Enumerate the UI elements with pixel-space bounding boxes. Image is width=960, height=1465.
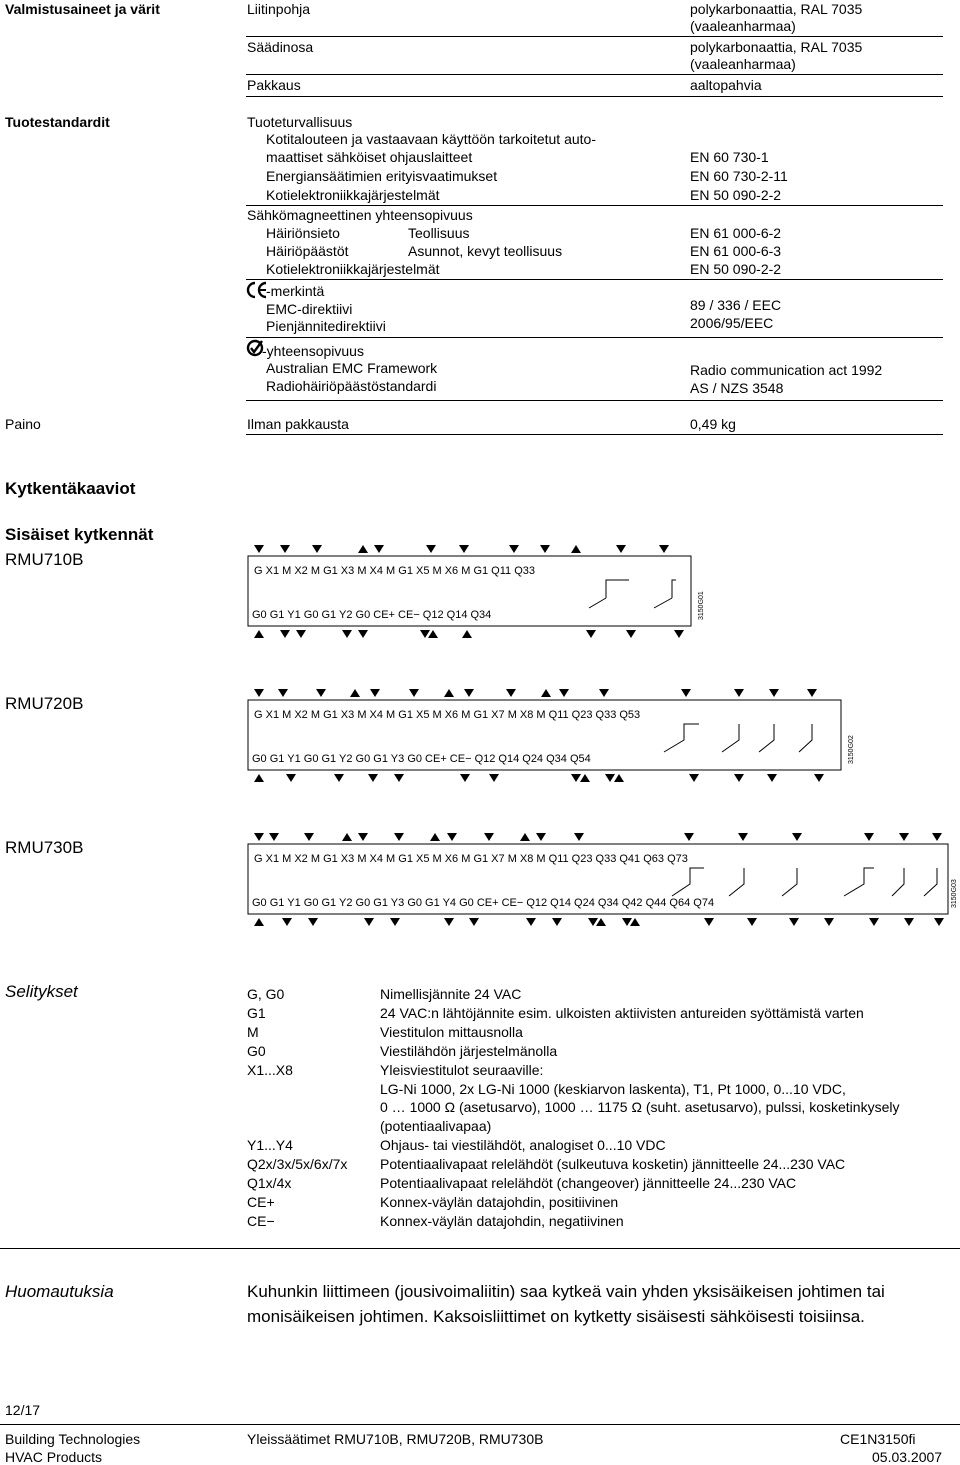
diagram-label-rmu710: RMU710B — [5, 550, 84, 569]
spec-name: Ilman pakkausta — [247, 416, 349, 432]
standard-name: Pienjännitedirektiivi — [266, 318, 386, 334]
notes-title: Huomautuksia — [5, 1282, 114, 1301]
ce-title: -merkintä — [266, 283, 325, 299]
divider — [246, 205, 943, 206]
standard-value: EN 60 730-1 — [690, 149, 769, 165]
divider — [246, 74, 943, 75]
terminal-row-top: G X1 M X2 M G1 X3 M X4 M G1 X5 M X6 M G1 X7 M X8 M Q11 Q23 Q33 Q41 Q63 Q73 — [254, 853, 688, 865]
wiring-diagram-rmu710 — [244, 540, 714, 645]
legend-term: G, G0 — [247, 986, 285, 1002]
section-label-standards: Tuotestandardit — [5, 114, 110, 130]
spec-name: Liitinpohja — [247, 1, 311, 17]
legend-description: Potentiaalivapaat relelähdöt (sulkeutuva kosketin) jännitteelle 24...230 VAC — [380, 1156, 846, 1173]
safety-line: maattiset sähköiset ohjauslaitteet — [266, 149, 473, 165]
legend-description: Yleisviestitulot seuraaville: — [380, 1061, 544, 1078]
legend-term: Q2x/3x/5x/6x/7x — [247, 1156, 348, 1173]
diagram-code: 3150G02 — [848, 735, 855, 764]
legend-description: Konnex-väylän datajohdin, positiivinen — [380, 1193, 619, 1210]
spec-name: Säädinosa — [247, 39, 314, 55]
divider — [0, 1248, 960, 1249]
standard-name: EMC-direktiivi — [266, 301, 353, 317]
divider — [246, 96, 943, 97]
divider — [246, 434, 943, 435]
standard-value: 89 / 336 / EEC — [690, 297, 782, 313]
diagram-code: 3150G01 — [698, 591, 705, 620]
standard-value: Radio communication act 1992 — [690, 362, 883, 378]
legend-description: Viestilähdön järjestelmänolla — [380, 1042, 558, 1059]
standard-value: EN 61 000-6-2 — [690, 225, 782, 241]
divider — [246, 36, 943, 37]
safety-line: Kotitalouteen ja vastaavaan käyttöön tarkoitetut auto- — [266, 131, 596, 147]
spec-value: (vaaleanharmaa) — [690, 18, 796, 34]
emc-title: Sähkömagneettinen yhteensopivuus — [247, 207, 473, 223]
standard-value: 2006/95/EEC — [690, 315, 774, 331]
relay-contacts — [589, 580, 676, 608]
legend-description: Potentiaalivapaat relelähdöt (changeover) jännitteelle 24...230 VAC — [380, 1175, 797, 1191]
standard-value: AS / NZS 3548 — [690, 380, 784, 396]
standard-name: Kotielektroniikkajärjestelmät — [266, 261, 440, 277]
footer-date: 05.03.2007 — [872, 1449, 943, 1465]
standard-value: EN 61 000-6-3 — [690, 243, 782, 259]
section-label-materials: Valmistusaineet ja värit — [5, 1, 160, 17]
page-number: 12/17 — [5, 1402, 41, 1418]
relay-contacts — [672, 868, 937, 896]
wiring-diagram-rmu720 — [244, 684, 864, 789]
ce-mark-icon — [246, 281, 268, 299]
spec-name: Pakkaus — [247, 77, 301, 93]
legend-description: (potentiaalivapaa) — [380, 1118, 492, 1135]
terminal-row-bottom: G0 G1 Y1 G0 G1 Y2 G0 G1 Y3 G0 CE+ CE− Q12 Q14 Q24 Q34 Q54 — [252, 753, 591, 765]
legend-term: M — [247, 1023, 259, 1040]
standard-value: EN 60 730-2-11 — [690, 168, 788, 184]
spec-value: 0,49 kg — [690, 416, 736, 432]
footer-company: Building Technologies — [5, 1431, 141, 1447]
legend-description: Ohjaus- tai viestilähdöt, analogiset 0...10 VDC — [380, 1137, 666, 1154]
terminal-row-bottom: G0 G1 Y1 G0 G1 Y2 G0 G1 Y3 G0 G1 Y4 G0 CE+ CE− Q12 Q14 Q24 Q34 Q42 Q44 Q64 Q74 — [252, 897, 715, 909]
spec-value: aaltopahvia — [690, 77, 762, 93]
wiring-diagram-rmu730 — [244, 828, 960, 933]
footer-doc-title: Yleissäätimet RMU710B, RMU720B, RMU730B — [247, 1431, 544, 1447]
divider — [0, 1424, 960, 1425]
standard-value: EN 50 090-2-2 — [690, 187, 782, 203]
legend-description: 0 … 1000 Ω (asetusarvo), 1000 … 1175 Ω (suht. asetusarvo), pulssi, kosketinkysely — [380, 1099, 900, 1116]
legend-title: Selitykset — [5, 982, 78, 1001]
section-label-weight: Paino — [5, 416, 41, 432]
legend-description: LG-Ni 1000, 2x LG-Ni 1000 (keskiarvon laskenta), T1, Pt 1000, 0...10 VDC, — [380, 1080, 846, 1097]
standard-name: Australian EMC Framework — [266, 360, 438, 376]
terminal-arrows — [254, 545, 684, 638]
spec-value: (vaaleanharmaa) — [690, 56, 796, 72]
terminal-row-bottom: G0 G1 Y1 G0 G1 Y2 G0 CE+ CE− Q12 Q14 Q34 — [252, 609, 492, 621]
legend-term: CE− — [247, 1212, 275, 1229]
legend-term: X1...X8 — [247, 1061, 293, 1078]
diagram-label-rmu720: RMU720B — [5, 694, 84, 713]
terminal-row-top: G X1 M X2 M G1 X3 M X4 M G1 X5 M X6 M G1 Q11 Q33 — [254, 565, 536, 577]
standard-value: EN 50 090-2-2 — [690, 261, 782, 277]
legend-term: CE+ — [247, 1193, 275, 1210]
legend-term: Q1x/4x — [247, 1175, 292, 1191]
diagram-label-rmu730: RMU730B — [5, 838, 84, 857]
legend-description: Konnex-väylän datajohdin, negatiivinen — [380, 1212, 624, 1229]
standard-env: Asunnot, kevyt teollisuus — [408, 243, 563, 259]
standard-name: Energiansäätimien erityisvaatimukset — [266, 168, 498, 184]
footer-doc-id: CE1N3150fi — [840, 1431, 916, 1447]
legend-term: G1 — [247, 1004, 266, 1021]
legend-term: G0 — [247, 1042, 266, 1059]
standard-name: Häiriöpäästöt — [266, 243, 349, 259]
notes-line: Kuhunkin liittimeen (jousivoimaliitin) saa kytkeä vain yhden yksisäikeisen johtimen tai — [247, 1282, 885, 1301]
legend-term: Y1...Y4 — [247, 1137, 293, 1154]
spec-value: polykarbonaattia, RAL 7035 — [690, 1, 863, 17]
standard-name: Häiriönsieto — [266, 225, 340, 241]
safety-title: Tuoteturvallisuus — [247, 114, 353, 130]
ctick-title: -yhteensopivuus — [262, 343, 364, 359]
diagram-code: 3150G03 — [951, 879, 958, 908]
standard-name: Kotielektroniikkajärjestelmät — [266, 187, 440, 203]
standard-name: Radiohäiriöpäästöstandardi — [266, 378, 437, 394]
relay-contacts — [664, 724, 812, 752]
footer-company: HVAC Products — [5, 1449, 102, 1465]
legend-description: Viestitulon mittausnolla — [380, 1023, 523, 1040]
legend-description: 24 VAC:n lähtöjännite esim. ulkoisten aktiivisten antureiden syöttämistä varten — [380, 1004, 864, 1021]
section-title-diagrams: Kytkentäkaaviot — [5, 479, 136, 498]
spec-value: polykarbonaattia, RAL 7035 — [690, 39, 863, 55]
divider — [246, 279, 943, 280]
standard-env: Teollisuus — [408, 225, 470, 241]
legend-description: Nimellisjännite 24 VAC — [380, 986, 522, 1002]
notes-line: monisäikeisen johtimen. Kaksoisliittimet on kytketty sisäisesti sähköisesti toisiinsa. — [247, 1307, 865, 1326]
divider — [246, 337, 943, 338]
divider — [246, 400, 943, 401]
terminal-row-top: G X1 M X2 M G1 X3 M X4 M G1 X5 M X6 M G1 X7 M X8 M Q11 Q23 Q33 Q53 — [254, 709, 641, 721]
terminal-arrows — [254, 833, 944, 926]
subtitle-internal: Sisäiset kytkennät — [5, 525, 154, 544]
